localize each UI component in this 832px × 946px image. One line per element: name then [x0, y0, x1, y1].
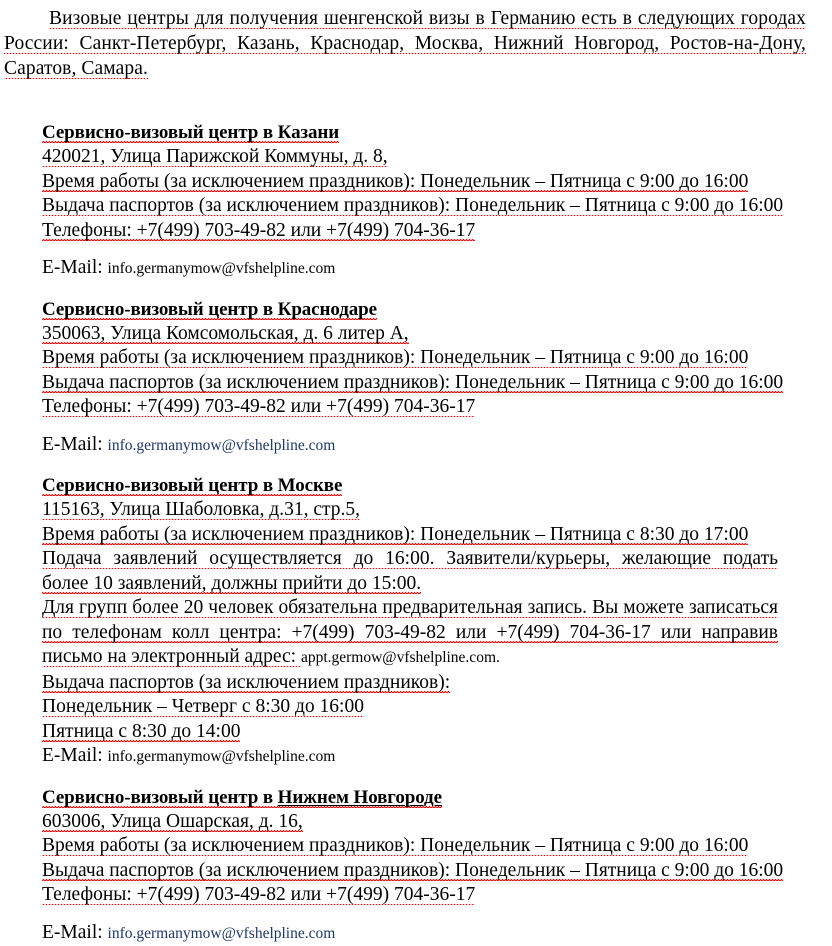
centre-passport-pickup	[42, 859, 806, 884]
spacer	[4, 458, 806, 474]
centre-phones	[42, 219, 806, 244]
centre-address-text: 350063, Улица Комсомольская, д. 6 литер А,	[42, 323, 409, 344]
visa-centre-krasnodar	[4, 298, 806, 459]
centre-hours-text: Время работы (за исключением праздников): Понедельник – Пятница с 8:30 до 17:00	[42, 524, 748, 545]
centre-address-text: 420021, Улица Парижской Коммуны, д. 8,	[42, 146, 388, 167]
centre-address	[42, 322, 806, 347]
centre-heading-text: Сервисно-визовый центр в Москве	[42, 475, 342, 496]
centre-pickup-mon-thu	[42, 695, 806, 720]
centre-hours-text: Время работы (за исключением праздников): Понедельник – Пятница с 9:00 до 16:00	[42, 171, 748, 192]
centre-address-text: 115163, Улица Шаболовка, д.31, стр.5,	[42, 499, 360, 520]
centre-passport-pickup	[42, 194, 806, 219]
email-address-link[interactable]: info.germanymow@vfshelpline.com	[108, 925, 336, 942]
spacer	[4, 770, 806, 786]
centre-phones-text: Телефоны: +7(499) 703-49-82 или +7(499) 704-36-17	[42, 220, 475, 241]
centre-passport-pickup-text: Выдача паспортов (за исключением праздников): Понедельник – Пятница с 9:00 до 16:00	[42, 195, 783, 216]
centre-hours	[42, 170, 806, 195]
visa-centre-nizhny-novgorod	[4, 786, 806, 946]
centre-heading	[42, 786, 806, 810]
centre-hours	[42, 834, 806, 859]
centre-pickup-friday	[42, 720, 806, 745]
intro-text: Визовые центры для получения шенгенской визы в Германию есть в следующих городах России: Санкт-Петербург, Казань, Краснодар, Москва, Нижний Новгород, Ростов-на-Дону, Саратов, Самара.	[4, 8, 806, 79]
centre-email-line	[42, 908, 806, 946]
centre-address	[42, 145, 806, 170]
centre-submission-note	[42, 547, 806, 596]
spacer	[4, 282, 806, 298]
centre-address-text: 603006, Улица Ошарская, д. 16,	[42, 811, 303, 832]
centre-heading-text: Сервисно-визовый центр в Краснодаре	[42, 299, 377, 320]
visa-centre-moscow	[4, 474, 806, 770]
email-label: E-Mail:	[42, 434, 103, 455]
centre-group-booking-note	[42, 596, 806, 671]
centre-phones	[42, 395, 806, 420]
centre-submission-note-text: Подача заявлений осуществляется до 16:00. Заявители/курьеры, желающие подать более 10 заявлений, должны прийти до 15:00.	[42, 548, 778, 594]
centre-phones-text: Телефоны: +7(499) 703-49-82 или +7(499) 704-36-17	[42, 884, 475, 905]
centre-heading-prefix: Сервисно-визовый центр в	[42, 787, 278, 808]
centre-passport-pickup	[42, 671, 806, 696]
visa-centre-kazan	[4, 121, 806, 282]
appointment-email-address: appt.germow@vfshelpline.com.	[301, 649, 500, 666]
centre-pickup-friday-text: Пятница с 8:30 до 14:00	[42, 721, 240, 742]
email-address-link[interactable]: info.germanymow@vfshelpline.com	[108, 437, 336, 454]
centre-passport-pickup-text: Выдача паспортов (за исключением праздников):	[42, 672, 450, 693]
centre-passport-pickup-text: Выдача паспортов (за исключением праздников): Понедельник – Пятница с 9:00 до 16:00	[42, 372, 783, 393]
centre-hours-text: Время работы (за исключением праздников): Понедельник – Пятница с 9:00 до 16:00	[42, 835, 748, 856]
centre-hours	[42, 346, 806, 371]
centre-heading	[42, 474, 806, 498]
centre-group-booking-text: Для групп более 20 человек обязательна предварительная запись. Вы можете записаться по телефонам колл центра: +7(499) 703-49-82 или +7(499) 704-36-17 или направив письмо на электронный адрес:	[42, 597, 778, 667]
spacer	[4, 81, 806, 121]
intro-paragraph	[4, 6, 806, 81]
centre-pickup-mon-thu-text: Понедельник – Четверг с 8:30 до 16:00	[42, 696, 364, 717]
centre-hours-text: Время работы (за исключением праздников): Понедельник – Пятница с 9:00 до 16:00	[42, 347, 748, 368]
centre-address	[42, 810, 806, 835]
centre-heading	[42, 298, 806, 322]
centre-hours	[42, 523, 806, 548]
email-label: E-Mail:	[42, 922, 103, 943]
centre-passport-pickup-text: Выдача паспортов (за исключением праздников): Понедельник – Пятница с 9:00 до 16:00	[42, 860, 783, 881]
email-address: info.germanymow@vfshelpline.com	[108, 260, 336, 277]
centre-email-line	[42, 420, 806, 459]
centre-address	[42, 498, 806, 523]
centre-heading	[42, 121, 806, 145]
email-address: info.germanymow@vfshelpline.com	[108, 748, 336, 765]
centre-email-line	[42, 744, 806, 770]
centre-phones-text: Телефоны: +7(499) 703-49-82 или +7(499) 704-36-17	[42, 396, 475, 417]
centre-email-line	[42, 243, 806, 282]
centre-phones	[42, 883, 806, 908]
email-label: E-Mail:	[42, 745, 103, 766]
centre-passport-pickup	[42, 371, 806, 396]
centre-heading-city: Нижнем Новгороде	[278, 787, 442, 808]
centre-heading-text: Сервисно-визовый центр в Казани	[42, 122, 339, 143]
email-label: E-Mail:	[42, 257, 103, 278]
